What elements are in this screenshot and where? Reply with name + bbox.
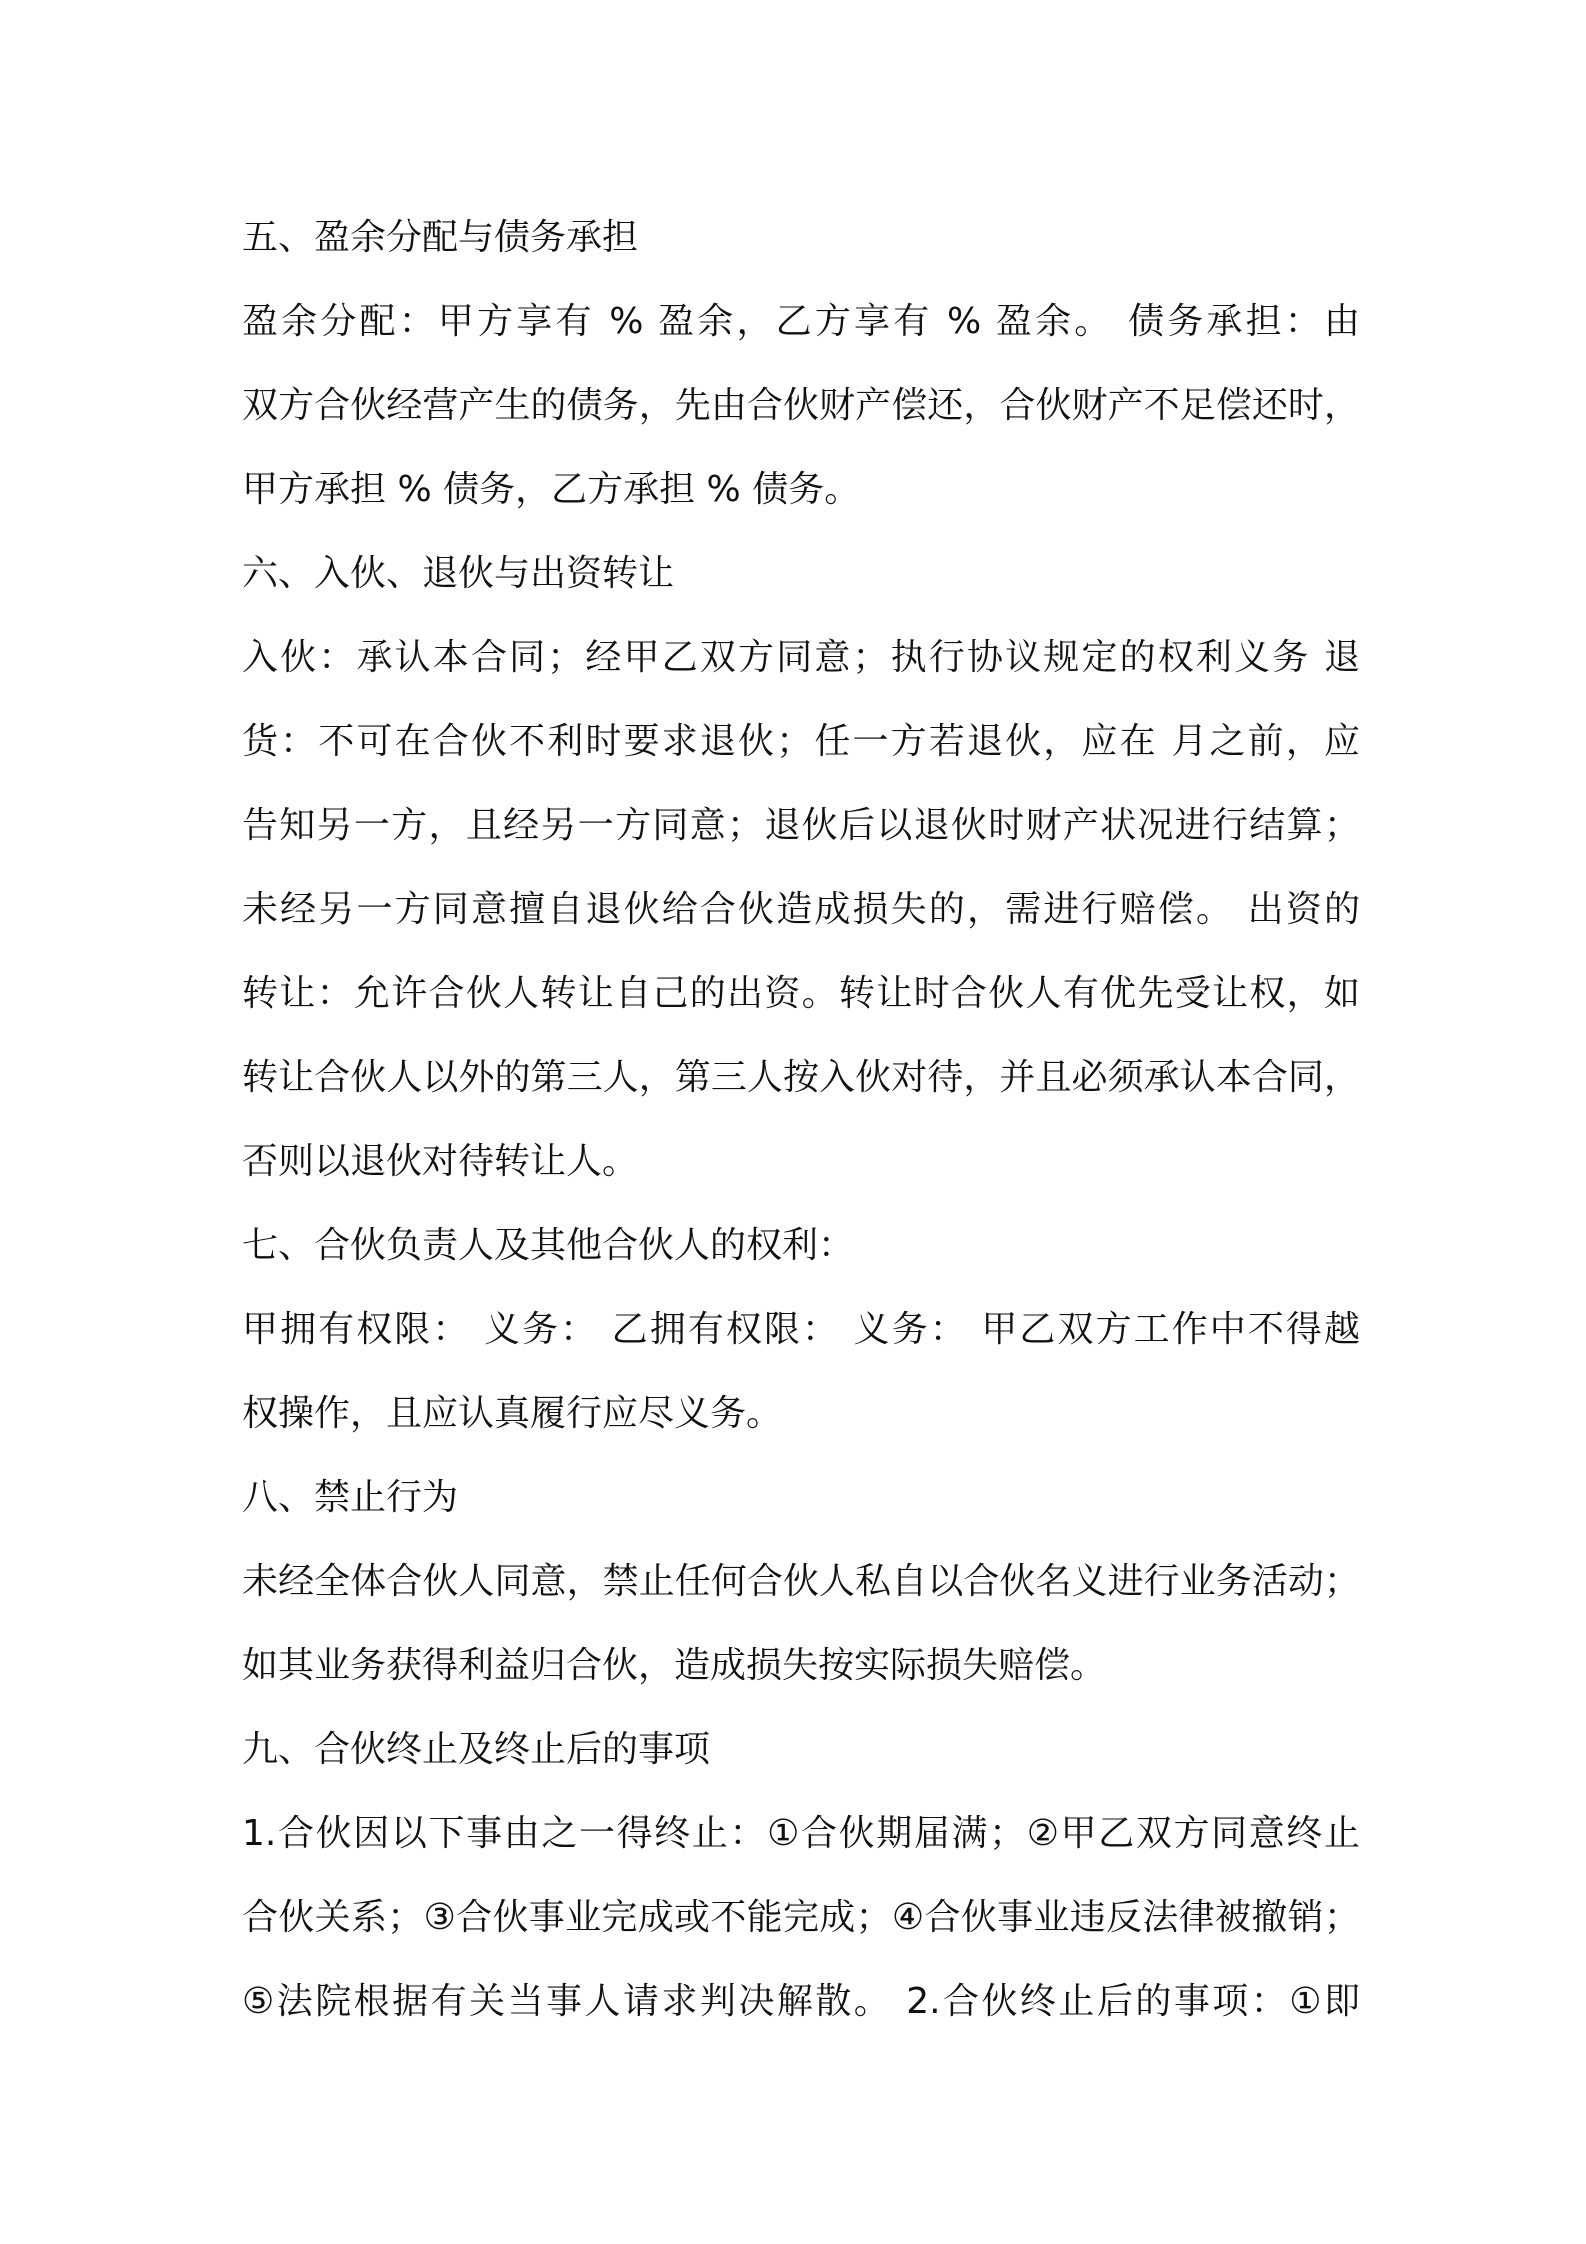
- paragraph-line: 入伙：承认本合同；经甲乙双方同意；执行协议规定的权利义务 退: [242, 637, 1360, 678]
- paragraph-line: 转让：允许合伙人转让自己的出资。转让时合伙人有优先受让权，如: [242, 973, 1360, 1014]
- paragraph-line: 未经另一方同意擅自退伙给合伙造成损失的，需进行赔偿。 出资的: [242, 889, 1360, 930]
- paragraph-line: 告知另一方，且经另一方同意；退伙后以退伙时财产状况进行结算；: [242, 805, 1360, 846]
- section-heading-6: 六、入伙、退伙与出资转让: [242, 553, 675, 594]
- paragraph-line: 合伙关系；③合伙事业完成或不能完成；④合伙事业违反法律被撤销；: [242, 1897, 1360, 1938]
- paragraph-line: 盈余分配：甲方享有 % 盈余，乙方享有 % 盈余。 债务承担：由: [242, 301, 1360, 342]
- paragraph-line: 转让合伙人以外的第三人，第三人按入伙对待，并且必须承认本合同，: [242, 1057, 1360, 1098]
- paragraph-line: 如其业务获得利益归合伙，造成损失按实际损失赔偿。: [242, 1645, 1107, 1686]
- paragraph-line: 货：不可在合伙不利时要求退伙；任一方若退伙，应在 月之前，应: [242, 721, 1360, 762]
- document-body: [242, 196, 1360, 2044]
- paragraph-line: ⑤法院根据有关当事人请求判决解散。 2.合伙终止后的事项：①即: [242, 1981, 1360, 2022]
- section-heading-9: 九、合伙终止及终止后的事项: [242, 1729, 711, 1770]
- paragraph-line: 双方合伙经营产生的债务，先由合伙财产偿还，合伙财产不足偿还时，: [242, 385, 1360, 426]
- paragraph-line: 未经全体合伙人同意，禁止任何合伙人私自以合伙名义进行业务活动；: [242, 1561, 1360, 1602]
- section-heading-5: 五、盈余分配与债务承担: [242, 217, 639, 258]
- paragraph-line: 甲方承担 % 债务，乙方承担 % 债务。: [242, 469, 861, 510]
- paragraph-line: 甲拥有权限： 义务： 乙拥有权限： 义务： 甲乙双方工作中不得越: [242, 1309, 1360, 1350]
- paragraph-line: 否则以退伙对待转让人。: [242, 1141, 639, 1182]
- paragraph-line: 权操作，且应认真履行应尽义务。: [242, 1393, 783, 1434]
- paragraph-line: 1.合伙因以下事由之一得终止：①合伙期届满；②甲乙双方同意终止: [242, 1813, 1360, 1854]
- section-heading-7: 七、合伙负责人及其他合伙人的权利：: [242, 1225, 855, 1266]
- section-heading-8: 八、禁止行为: [242, 1477, 459, 1518]
